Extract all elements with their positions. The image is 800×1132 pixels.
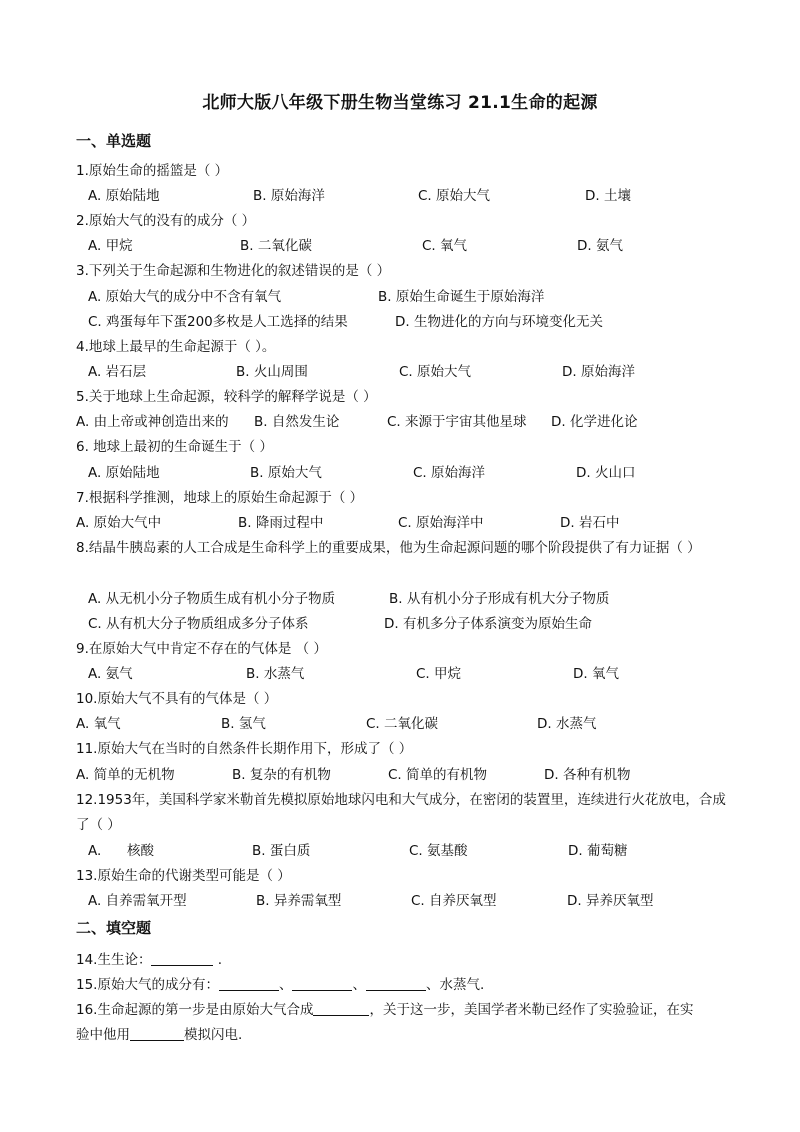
fill-question-14 <box>76 948 726 973</box>
answer-blank[interactable] <box>130 1024 184 1041</box>
option-row <box>76 511 726 536</box>
option-d[interactable]: D. 葡萄糖 <box>568 843 628 859</box>
option-a[interactable]: A. 原始陆地 <box>88 188 160 204</box>
question-stem: 7.根据科学推测，地球上的原始生命起源于（ ） <box>76 490 364 506</box>
option-c[interactable]: C. 氧气 <box>422 238 468 254</box>
question-stem: 3.下列关于生命起源和生物进化的叙述错误的是（ ） <box>76 263 391 279</box>
option-b[interactable]: B. 原始大气 <box>250 465 322 481</box>
option-d[interactable]: D. 氨气 <box>577 238 623 254</box>
option-a[interactable]: A. 甲烷 <box>88 238 133 254</box>
question-text: 15.原始大气的成分有： <box>76 977 219 993</box>
option-d[interactable]: D. 水蒸气 <box>537 716 597 732</box>
fill-question-15 <box>76 973 726 998</box>
option-a[interactable]: A. 原始大气中 <box>76 515 162 531</box>
option-b[interactable]: B. 降雨过程中 <box>238 515 324 531</box>
answer-blank[interactable] <box>292 974 352 991</box>
answer-blank[interactable] <box>366 974 426 991</box>
option-b[interactable]: B. 火山周围 <box>236 364 308 380</box>
fill-question-16 <box>76 998 726 1023</box>
question-stem: 8.结晶牛胰岛素的人工合成是生命科学上的重要成果，他为生命起源问题的哪个阶段提供了有力证据（ ） <box>76 540 701 556</box>
option-row <box>76 763 726 788</box>
option-row <box>88 889 738 914</box>
option-row <box>76 410 726 435</box>
option-row <box>88 662 738 687</box>
option-b[interactable]: B. 异养需氧型 <box>256 893 342 909</box>
option-d[interactable]: D. 有机多分子体系演变为原始生命 <box>384 616 592 632</box>
separator: 、 <box>352 977 366 993</box>
option-b[interactable]: B. 自然发生论 <box>254 414 340 430</box>
option-a[interactable]: A. 从无机小分子物质生成有机小分子物质 <box>88 591 336 607</box>
question-stem: 4.地球上最早的生命起源于（ ）。 <box>76 339 276 355</box>
option-a[interactable]: A. 自养需氧开型 <box>88 893 187 909</box>
option-c[interactable]: C. 从有机大分子物质组成多分子体系 <box>88 616 309 632</box>
question-stem: 1.原始生命的摇篮是（ ） <box>76 163 229 179</box>
option-c[interactable]: C. 二氧化碳 <box>366 716 439 732</box>
option-d[interactable]: D. 火山口 <box>576 465 636 481</box>
option-row <box>76 712 726 737</box>
option-c[interactable]: C. 来源于宇宙其他星球 <box>387 414 527 430</box>
section-heading-single-choice: 一、单选题 <box>76 132 152 150</box>
option-b[interactable]: B. 氢气 <box>221 716 266 732</box>
page-title: 北师大版八年级下册生物当堂练习 21.1生命的起源 <box>202 93 598 113</box>
option-a[interactable]: A. 由上帝或神创造出来的 <box>76 414 229 430</box>
option-c[interactable]: C. 鸡蛋每年下蛋200多枚是人工选择的结果 <box>88 314 348 330</box>
question-stem: 6. 地球上最初的生命诞生于（ ） <box>76 439 273 455</box>
option-c[interactable]: C. 自养厌氧型 <box>411 893 497 909</box>
answer-blank[interactable] <box>151 949 213 966</box>
option-b[interactable]: B. 原始生命诞生于原始海洋 <box>378 289 545 305</box>
option-c[interactable]: C. 原始海洋中 <box>398 515 484 531</box>
option-b[interactable]: B. 从有机小分子形成有机大分子物质 <box>389 591 610 607</box>
question-stem: 5.关于地球上生命起源，较科学的解释学说是（ ） <box>76 389 377 405</box>
option-row <box>88 184 738 209</box>
option-a[interactable]: A. 简单的无机物 <box>76 767 175 783</box>
option-c[interactable]: C. 原始海洋 <box>413 465 486 481</box>
option-b[interactable]: B. 蛋白质 <box>252 843 311 859</box>
question-stem: 12.1953年，美国科学家米勒首先模拟原始地球闪电和大气成分，在密闭的装置里，连续进行火花放电，合成了（ ） <box>76 792 726 833</box>
option-b[interactable]: B. 复杂的有机物 <box>232 767 331 783</box>
answer-blank[interactable] <box>313 999 369 1016</box>
question-text: . <box>213 952 223 968</box>
option-row <box>88 285 738 310</box>
option-a[interactable]: A. 氧气 <box>76 716 121 732</box>
question-text: 模拟闪电. <box>184 1027 243 1043</box>
option-row <box>88 360 738 385</box>
option-d[interactable]: D. 土壤 <box>585 188 631 204</box>
option-c[interactable]: C. 原始大气 <box>418 188 491 204</box>
question-stem: 10.原始大气不具有的气体是（ ） <box>76 691 278 707</box>
option-row <box>88 839 738 864</box>
option-b[interactable]: B. 水蒸气 <box>246 666 305 682</box>
option-d[interactable]: D. 氧气 <box>573 666 619 682</box>
option-row <box>88 587 738 612</box>
answer-blank[interactable] <box>219 974 279 991</box>
option-d[interactable]: D. 生物进化的方向与环境变化无关 <box>395 314 603 330</box>
option-d[interactable]: D. 各种有机物 <box>544 767 631 783</box>
question-stem: 9.在原始大气中肯定不存在的气体是 （ ） <box>76 641 327 657</box>
option-d[interactable]: D. 原始海洋 <box>562 364 635 380</box>
option-row <box>88 234 738 259</box>
option-row <box>88 310 738 335</box>
option-c[interactable]: C. 氨基酸 <box>409 843 468 859</box>
option-a[interactable]: A. 岩石层 <box>88 364 147 380</box>
section-heading-fill-blank: 二、填空题 <box>76 919 152 937</box>
option-d[interactable]: D. 化学进化论 <box>551 414 638 430</box>
option-c[interactable]: C. 简单的有机物 <box>388 767 488 783</box>
option-a[interactable]: A. 原始大气的成分中不含有氧气 <box>88 289 282 305</box>
option-row <box>88 612 738 637</box>
question-stem: 11.原始大气在当时的自然条件长期作用下，形成了（ ） <box>76 741 413 757</box>
option-a[interactable]: A. 核酸 <box>88 843 155 859</box>
fill-question-16-cont <box>76 1023 726 1048</box>
question-text: 14.生生论： <box>76 952 152 968</box>
separator: 、 <box>278 977 293 993</box>
question-text: 16.生命起源的第一步是由原始大气合成 <box>76 1002 314 1018</box>
option-a[interactable]: A. 原始陆地 <box>88 465 160 481</box>
question-text: 验中他用 <box>76 1027 130 1043</box>
option-d[interactable]: D. 异养厌氧型 <box>567 893 654 909</box>
option-c[interactable]: C. 原始大气 <box>399 364 472 380</box>
option-row <box>88 461 738 486</box>
question-stem: 13.原始生命的代谢类型可能是（ ） <box>76 868 291 884</box>
question-text: 、水蒸气. <box>425 977 485 993</box>
option-d[interactable]: D. 岩石中 <box>560 515 620 531</box>
question-stem: 2.原始大气的没有的成分（ ） <box>76 213 256 229</box>
option-c[interactable]: C. 甲烷 <box>416 666 462 682</box>
option-b[interactable]: B. 二氧化碳 <box>240 238 312 254</box>
option-b[interactable]: B. 原始海洋 <box>253 188 325 204</box>
option-a[interactable]: A. 氨气 <box>88 666 133 682</box>
question-text: ，关于这一步，美国学者米勒已经作了实验验证，在实 <box>369 1002 694 1018</box>
